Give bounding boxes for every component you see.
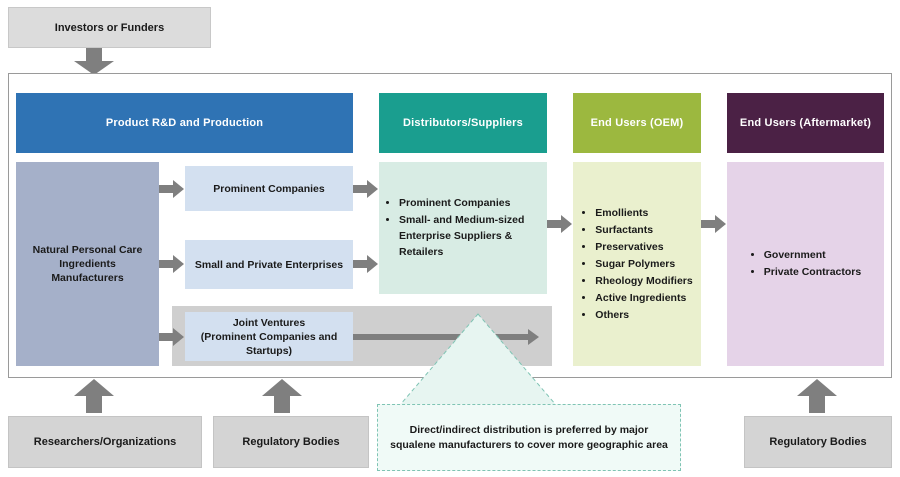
list-item: • Sugar Polymers [595, 256, 692, 272]
arrow-up-researchers [72, 378, 116, 414]
list-item: • Rheology Modifiers [595, 273, 692, 289]
investors-or-funders-label: Investors or Funders [54, 21, 165, 34]
arrow-manufacturers-to-prominent [159, 180, 185, 198]
distribution-note-box [377, 404, 681, 471]
manufacturers-label: Natural Personal Care Ingredients Manufacturers [32, 244, 143, 284]
researchers-organizations-label: Researchers/Organizations [33, 436, 177, 448]
arrow-small-private-to-distributors [353, 255, 379, 273]
arrow-prominent-to-distributors [353, 180, 379, 198]
prominent-companies-label: Prominent Companies [213, 182, 325, 195]
oem-list [581, 205, 692, 324]
distribution-note-connector [398, 312, 558, 407]
list-item: • Prominent Companies [399, 195, 541, 211]
header-product-rnd [16, 93, 353, 153]
distributors-box [379, 162, 547, 294]
investors-or-funders-box [8, 7, 211, 48]
header-distributors-label: Distributors/Suppliers [403, 117, 523, 129]
joint-ventures-line1: Joint Ventures [232, 316, 306, 329]
regulatory-bodies-right-box [744, 416, 892, 468]
arrow-down-investors [72, 48, 116, 76]
regulatory-bodies-left-box [213, 416, 369, 468]
joint-ventures-box [185, 312, 353, 361]
list-item: • Private Contractors [764, 264, 861, 280]
researchers-organizations-box [8, 416, 202, 468]
aftermarket-box [727, 162, 884, 366]
manufacturers-box [16, 162, 159, 366]
header-end-users-oem [573, 93, 701, 153]
arrow-up-regulatory-right [795, 378, 839, 414]
list-item: • Surfactants [595, 222, 692, 238]
prominent-companies-box [185, 166, 353, 211]
list-item: • Government [764, 247, 861, 263]
header-end-users-aftermarket-label: End Users (Aftermarket) [739, 117, 872, 129]
list-item: • Preservatives [595, 239, 692, 255]
arrow-manufacturers-to-joint-ventures [159, 328, 185, 346]
arrow-distributors-to-oem [547, 215, 573, 233]
joint-ventures-line2: (Prominent Companies and [200, 330, 338, 343]
small-private-enterprises-box [185, 240, 353, 289]
header-end-users-oem-label: End Users (OEM) [590, 117, 684, 129]
joint-ventures-line3: Startups) [245, 344, 293, 357]
arrow-oem-to-aftermarket [701, 215, 727, 233]
distribution-note-text: Direct/indirect distribution is preferred by major squalene manufacturers to cover more geographic area [390, 423, 668, 451]
list-item: • Emollients [595, 205, 692, 221]
arrow-manufacturers-to-small-private [159, 255, 185, 273]
list-item: • Active Ingredients [595, 290, 692, 306]
header-end-users-aftermarket [727, 93, 884, 153]
list-item: • Small- and Medium-sized Enterprise Suppliers & Retailers [399, 212, 541, 260]
regulatory-bodies-right-label: Regulatory Bodies [769, 436, 867, 448]
list-item: • Others [595, 307, 692, 323]
regulatory-bodies-left-label: Regulatory Bodies [242, 436, 340, 448]
header-distributors [379, 93, 547, 153]
oem-box [573, 162, 701, 366]
distributors-list [385, 195, 541, 261]
aftermarket-list [750, 247, 861, 281]
arrow-up-regulatory-left [260, 378, 304, 414]
small-private-enterprises-label: Small and Private Enterprises [194, 258, 344, 271]
header-product-rnd-label: Product R&D and Production [105, 117, 264, 129]
